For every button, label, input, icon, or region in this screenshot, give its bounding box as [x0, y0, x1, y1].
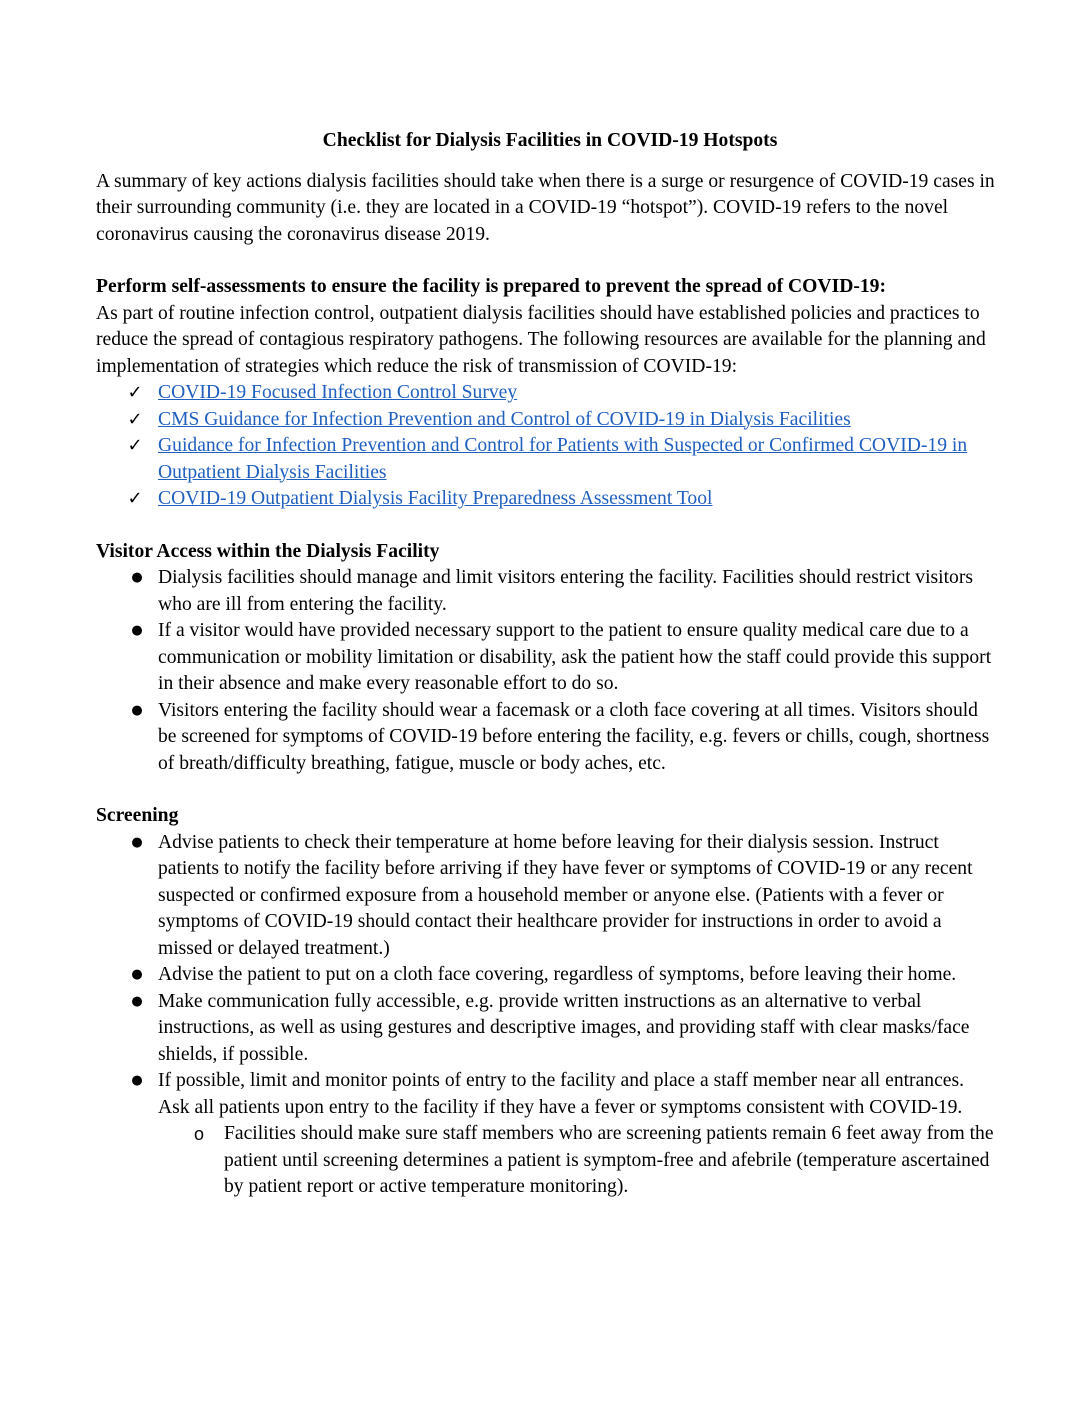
bullet-icon: ●: [131, 834, 143, 850]
bullet-icon: ●: [131, 570, 143, 585]
list-item: [96, 962, 996, 989]
checkmark-icon: ✓: [127, 435, 143, 456]
list-item-text: Advise patients to check their temperature at home before leaving for their dialysis session. Instruct patients to notify the facility before arriving if they have fever or symptoms of COVID-19 or any recent suspected or confirmed exposure from a household member or anyone else. (Patients with a fever or symptoms of COVID-19 should contact their healthcare provider for instructions in order to avoid a missed or delayed treatment.): [158, 831, 973, 959]
list-item: [96, 618, 996, 698]
list-item: [96, 565, 996, 618]
screening-sub-list: [158, 1121, 996, 1201]
resource-link-item: [96, 407, 996, 434]
bullet-icon: ●: [131, 623, 143, 638]
checkmark-icon: ✓: [127, 382, 143, 403]
list-item-text: If a visitor would have provided necessary support to the patient to ensure quality medical care due to a communication or mobility limitation or disability, ask the patient how the staff could provide this support in their absence and make every reasonable effort to do so.: [158, 620, 992, 694]
self-assessment-heading: Perform self-assessments to ensure the facility is prepared to prevent the spread of COVID-19:: [96, 276, 886, 297]
visitor-access-heading: Visitor Access within the Dialysis Facility: [96, 540, 440, 562]
bullet-icon: ●: [131, 993, 143, 1009]
bullet-icon: ●: [131, 702, 143, 718]
resource-link-item: [96, 486, 996, 513]
resource-link-item: [96, 433, 996, 486]
resource-link-list: [96, 380, 996, 513]
checkmark-icon: ✓: [127, 488, 143, 509]
screening-list: [96, 830, 996, 1201]
sub-list-item: [96, 1121, 996, 1201]
ipc-guidance-link[interactable]: Guidance for Infection Prevention and Control for Patients with Suspected or Confirmed COVID-19 in Outpatient Dialysis Facilities: [158, 435, 968, 483]
sub-list-item-text: Facilities should make sure staff members who are screening patients remain 6 feet away from the patient until screening determines a patient is symptom-free and afebrile (temperature ascertained by patient report or active temperature monitoring).: [224, 1123, 994, 1197]
list-item: [96, 989, 996, 1069]
focused-survey-link[interactable]: COVID-19 Focused Infection Control Survey: [158, 382, 518, 403]
visitor-access-list: [96, 565, 996, 777]
list-item-text: Dialysis facilities should manage and limit visitors entering the facility. Facilities should restrict visitors who are ill from entering the facility.: [158, 567, 973, 615]
intro-paragraph: A summary of key actions dialysis facilities should take when there is a surge or resurgence of COVID-19 cases in their surrounding community (i.e. they are located in a COVID-19 “hotspot”). COVID-19 refers to the novel coronavirus causing the coronavirus disease 2019.: [96, 170, 995, 245]
bullet-icon: ●: [131, 1073, 143, 1088]
list-item: [96, 830, 996, 963]
list-item-text: Visitors entering the facility should wear a facemask or a cloth face covering at all times. Visitors should be screened for symptoms of COVID-19 before entering the facility, e.g. fevers or chills, cough, shortness of breath/difficulty breathing, fatigue, muscle or body aches, etc.: [158, 699, 990, 774]
list-item: [96, 698, 996, 778]
list-item-text: If possible, limit and monitor points of entry to the facility and place a staff member near all entrances. Ask all patients upon entry to the facility if they have a fever or symptoms consistent with COVID-19.: [158, 1070, 964, 1118]
list-item-text: Advise the patient to put on a cloth face covering, regardless of symptoms, before leaving their home.: [158, 964, 957, 985]
document-page: [96, 128, 996, 1227]
resource-link-item: [96, 380, 996, 407]
list-item: [96, 1068, 996, 1201]
hollow-bullet-icon: o: [194, 1124, 205, 1144]
bullet-icon: ●: [131, 967, 143, 982]
screening-heading: Screening: [96, 805, 179, 826]
list-item-text: Make communication fully accessible, e.g. provide written instructions as an alternative to verbal instructions, as well as using gestures and descriptive images, and providing staff with clear masks/face shields, if possible.: [158, 990, 970, 1065]
document-title: Checklist for Dialysis Facilities in COVID-19 Hotspots: [322, 130, 778, 151]
checkmark-icon: ✓: [127, 408, 143, 430]
preparedness-tool-link[interactable]: COVID-19 Outpatient Dialysis Facility Preparedness Assessment Tool: [158, 488, 713, 509]
cms-guidance-link[interactable]: CMS Guidance for Infection Prevention and Control of COVID-19 in Dialysis Facilities: [158, 408, 851, 430]
self-assessment-body: As part of routine infection control, outpatient dialysis facilities should have established policies and practices to reduce the spread of contagious respiratory pathogens. The following resources are available for the planning and implementation of strategies which reduce the risk of transmission of COVID-19:: [96, 302, 986, 377]
